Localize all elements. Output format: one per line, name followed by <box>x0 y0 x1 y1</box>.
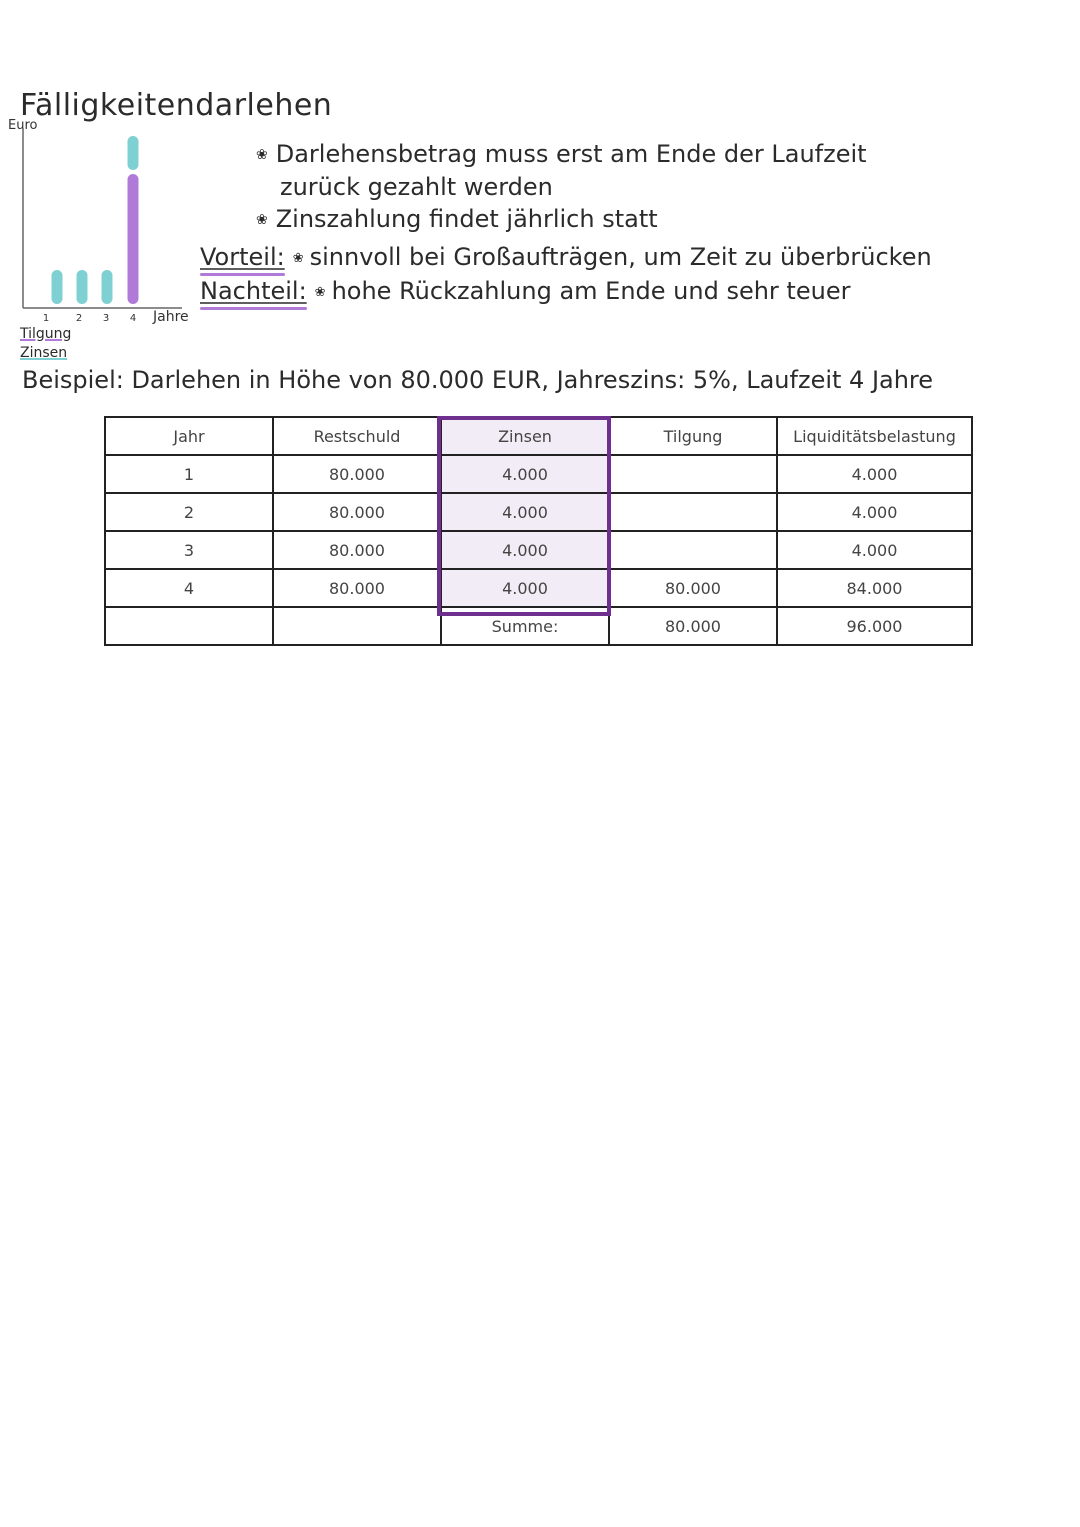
x-tick-4: 4 <box>129 313 137 324</box>
table-sum-row <box>105 607 972 645</box>
cell-restschuld: 80.000 <box>273 493 441 531</box>
cell-jahr: 3 <box>105 531 273 569</box>
cell-restschuld: 80.000 <box>273 455 441 493</box>
cell-zinsen: 4.000 <box>441 569 609 607</box>
loan-chart <box>0 110 210 330</box>
bullet-item-continued: zurück gezahlt werden <box>280 173 553 201</box>
header-tilgung: Tilgung <box>609 417 777 455</box>
cell-restschuld: 80.000 <box>273 569 441 607</box>
y-axis-label: Euro <box>8 118 38 133</box>
sum-liquiditaet: 96.000 <box>777 607 972 645</box>
cell-zinsen: 4.000 <box>441 531 609 569</box>
cell-tilgung <box>609 455 777 493</box>
bar-zinsen-3 <box>102 270 113 304</box>
vorteil-line <box>200 241 932 275</box>
x-tick-1: 1 <box>42 313 50 324</box>
x-tick-3: 3 <box>102 313 110 324</box>
cell-zinsen: 4.000 <box>441 493 609 531</box>
flower-icon: ❀ <box>256 212 268 228</box>
cell-jahr: 1 <box>105 455 273 493</box>
x-axis-label: Jahre <box>153 309 189 325</box>
example-text: Beispiel: Darlehen in Höhe von 80.000 EUR, Jahreszins: 5%, Laufzeit 4 Jahre <box>22 366 934 394</box>
nachteil-line <box>200 275 932 309</box>
vorteil-label: Vorteil: <box>200 243 285 271</box>
cell-jahr: 2 <box>105 493 273 531</box>
legend-zinsen: Zinsen <box>20 345 68 361</box>
vorteil-text: sinnvoll bei Großaufträgen, um Zeit zu überbrücken <box>309 243 932 271</box>
cell-restschuld: 80.000 <box>273 531 441 569</box>
header-restschuld: Restschuld <box>273 417 441 455</box>
table-row <box>105 493 972 531</box>
cell-liquiditaet: 4.000 <box>777 493 972 531</box>
nachteil-text: hohe Rückzahlung am Ende und sehr teuer <box>331 277 851 305</box>
nachteil-label: Nachteil: <box>200 277 307 305</box>
flower-icon: ❀ <box>314 285 326 300</box>
flower-icon: ❀ <box>256 147 268 163</box>
bar-zinsen-1 <box>52 270 63 304</box>
table-row <box>105 455 972 493</box>
bullet-item: ❀ Zinszahlung findet jährlich statt <box>256 205 658 233</box>
cell-tilgung: 80.000 <box>609 569 777 607</box>
loan-table <box>104 416 973 646</box>
bullet-list <box>256 138 1056 236</box>
table-row <box>105 531 972 569</box>
bar-zinsen-2 <box>77 270 88 304</box>
bullet-item: ❀ Darlehensbetrag muss erst am Ende der Laufzeit <box>256 140 867 168</box>
x-tick-2: 2 <box>75 313 83 324</box>
cell-liquiditaet: 4.000 <box>777 531 972 569</box>
pros-cons <box>200 241 932 309</box>
cell-tilgung <box>609 493 777 531</box>
cell-empty <box>273 607 441 645</box>
cell-zinsen: 4.000 <box>441 455 609 493</box>
bar-zinsen-4 <box>128 136 139 170</box>
sum-tilgung: 80.000 <box>609 607 777 645</box>
header-liquiditaet: Liquiditätsbelastung <box>777 417 972 455</box>
chart-legend <box>20 325 71 363</box>
cell-jahr: 4 <box>105 569 273 607</box>
cell-liquiditaet: 4.000 <box>777 455 972 493</box>
sum-label: Summe: <box>441 607 609 645</box>
legend-tilgung: Tilgung <box>20 326 72 342</box>
header-jahr: Jahr <box>105 417 273 455</box>
cell-empty <box>105 607 273 645</box>
flower-icon: ❀ <box>292 251 304 266</box>
page-title: Fälligkeitendarlehen <box>20 88 333 123</box>
cell-tilgung <box>609 531 777 569</box>
table-header-row <box>105 417 972 455</box>
header-zinsen: Zinsen <box>441 417 609 455</box>
cell-liquiditaet: 84.000 <box>777 569 972 607</box>
bar-tilgung-4 <box>128 174 139 304</box>
table-row <box>105 569 972 607</box>
